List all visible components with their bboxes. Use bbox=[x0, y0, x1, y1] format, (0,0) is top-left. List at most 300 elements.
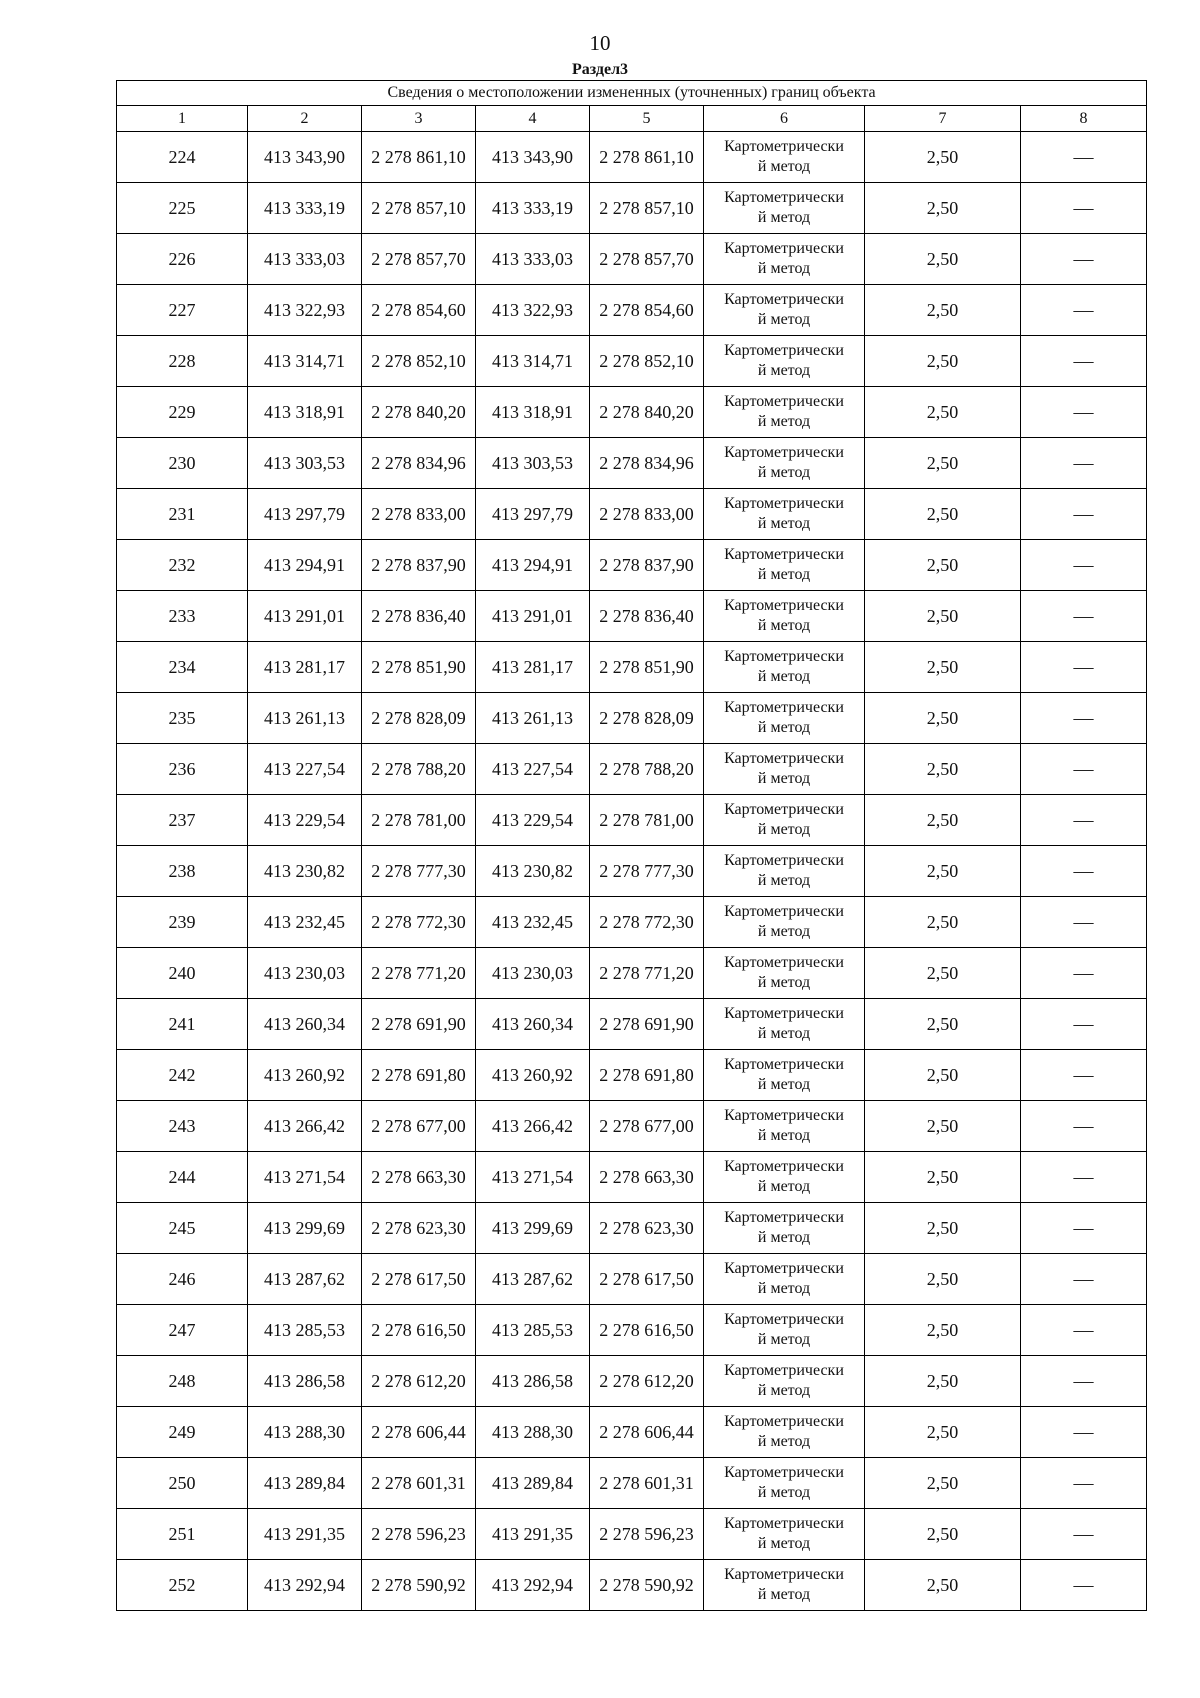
accuracy-cell: 2,50 bbox=[865, 1509, 1021, 1560]
method-line: й метод bbox=[757, 1586, 811, 1603]
table-row bbox=[117, 846, 1147, 897]
table-row bbox=[117, 1305, 1147, 1356]
y-new-cell: 2 278 857,10 bbox=[590, 183, 704, 234]
method-line: Картометрически bbox=[724, 1515, 844, 1532]
method-line: Картометрически bbox=[724, 546, 844, 563]
x-new-cell: 413 230,82 bbox=[476, 846, 590, 897]
accuracy-cell: 2,50 bbox=[865, 183, 1021, 234]
method-line: й метод bbox=[757, 770, 811, 787]
method-line: Картометрически bbox=[724, 1413, 844, 1430]
method-line: й метод bbox=[757, 158, 811, 175]
method-cell bbox=[704, 1050, 865, 1101]
table-body bbox=[117, 132, 1147, 1611]
y-new-cell: 2 278 781,00 bbox=[590, 795, 704, 846]
y-old-cell: 2 278 691,80 bbox=[362, 1050, 476, 1101]
method-line: Картометрически bbox=[724, 1311, 844, 1328]
accuracy-cell: 2,50 bbox=[865, 1101, 1021, 1152]
method-line: й метод bbox=[757, 1433, 811, 1450]
x-new-cell: 413 343,90 bbox=[476, 132, 590, 183]
method-line: Картометрически bbox=[724, 1209, 844, 1226]
method-cell bbox=[704, 1356, 865, 1407]
y-new-cell: 2 278 691,80 bbox=[590, 1050, 704, 1101]
y-new-cell: 2 278 836,40 bbox=[590, 591, 704, 642]
y-old-cell: 2 278 781,00 bbox=[362, 795, 476, 846]
table-row bbox=[117, 336, 1147, 387]
note-cell: — bbox=[1021, 846, 1147, 897]
method-line: Картометрически bbox=[724, 954, 844, 971]
method-line: Картометрически bbox=[724, 138, 844, 155]
point-number-cell: 232 bbox=[117, 540, 248, 591]
table-row bbox=[117, 948, 1147, 999]
method-line: й метод bbox=[757, 413, 811, 430]
y-new-cell: 2 278 788,20 bbox=[590, 744, 704, 795]
method-line: Картометрически bbox=[724, 342, 844, 359]
x-new-cell: 413 322,93 bbox=[476, 285, 590, 336]
method-cell bbox=[704, 183, 865, 234]
note-cell: — bbox=[1021, 1356, 1147, 1407]
column-header: 5 bbox=[590, 106, 704, 132]
note-cell: — bbox=[1021, 642, 1147, 693]
method-line: й метод bbox=[757, 668, 811, 685]
method-cell bbox=[704, 1407, 865, 1458]
note-cell: — bbox=[1021, 438, 1147, 489]
table-row bbox=[117, 642, 1147, 693]
method-cell bbox=[704, 1101, 865, 1152]
x-new-cell: 413 260,92 bbox=[476, 1050, 590, 1101]
table-row bbox=[117, 1356, 1147, 1407]
y-old-cell: 2 278 691,90 bbox=[362, 999, 476, 1050]
note-cell: — bbox=[1021, 234, 1147, 285]
table-row bbox=[117, 285, 1147, 336]
x-new-cell: 413 229,54 bbox=[476, 795, 590, 846]
method-cell bbox=[704, 387, 865, 438]
coordinates-table bbox=[116, 80, 1147, 1611]
x-old-cell: 413 287,62 bbox=[248, 1254, 362, 1305]
method-cell bbox=[704, 1305, 865, 1356]
y-old-cell: 2 278 771,20 bbox=[362, 948, 476, 999]
y-old-cell: 2 278 852,10 bbox=[362, 336, 476, 387]
point-number-cell: 251 bbox=[117, 1509, 248, 1560]
note-cell: — bbox=[1021, 693, 1147, 744]
method-line: Картометрически bbox=[724, 648, 844, 665]
point-number-cell: 225 bbox=[117, 183, 248, 234]
method-line: Картометрически bbox=[724, 1056, 844, 1073]
point-number-cell: 235 bbox=[117, 693, 248, 744]
x-old-cell: 413 343,90 bbox=[248, 132, 362, 183]
accuracy-cell: 2,50 bbox=[865, 948, 1021, 999]
table-caption: Сведения о местоположении измененных (уточненных) границ объекта bbox=[117, 81, 1147, 106]
method-cell bbox=[704, 897, 865, 948]
method-line: Картометрически bbox=[724, 1158, 844, 1175]
x-old-cell: 413 291,01 bbox=[248, 591, 362, 642]
x-old-cell: 413 271,54 bbox=[248, 1152, 362, 1203]
point-number-cell: 229 bbox=[117, 387, 248, 438]
y-old-cell: 2 278 663,30 bbox=[362, 1152, 476, 1203]
x-new-cell: 413 232,45 bbox=[476, 897, 590, 948]
x-new-cell: 413 285,53 bbox=[476, 1305, 590, 1356]
point-number-cell: 245 bbox=[117, 1203, 248, 1254]
accuracy-cell: 2,50 bbox=[865, 285, 1021, 336]
y-new-cell: 2 278 777,30 bbox=[590, 846, 704, 897]
point-number-cell: 236 bbox=[117, 744, 248, 795]
column-header: 7 bbox=[865, 106, 1021, 132]
x-old-cell: 413 299,69 bbox=[248, 1203, 362, 1254]
accuracy-cell: 2,50 bbox=[865, 489, 1021, 540]
x-old-cell: 413 229,54 bbox=[248, 795, 362, 846]
y-new-cell: 2 278 616,50 bbox=[590, 1305, 704, 1356]
method-cell bbox=[704, 1560, 865, 1611]
x-new-cell: 413 291,01 bbox=[476, 591, 590, 642]
method-line: Картометрически bbox=[724, 240, 844, 257]
method-line: Картометрически bbox=[724, 1566, 844, 1583]
note-cell: — bbox=[1021, 744, 1147, 795]
method-line: й метод bbox=[757, 1127, 811, 1144]
note-cell: — bbox=[1021, 1458, 1147, 1509]
point-number-cell: 240 bbox=[117, 948, 248, 999]
table-row bbox=[117, 744, 1147, 795]
x-old-cell: 413 333,19 bbox=[248, 183, 362, 234]
y-new-cell: 2 278 617,50 bbox=[590, 1254, 704, 1305]
note-cell: — bbox=[1021, 795, 1147, 846]
accuracy-cell: 2,50 bbox=[865, 387, 1021, 438]
x-old-cell: 413 297,79 bbox=[248, 489, 362, 540]
y-new-cell: 2 278 857,70 bbox=[590, 234, 704, 285]
point-number-cell: 230 bbox=[117, 438, 248, 489]
method-cell bbox=[704, 744, 865, 795]
note-cell: — bbox=[1021, 1560, 1147, 1611]
y-new-cell: 2 278 677,00 bbox=[590, 1101, 704, 1152]
y-old-cell: 2 278 612,20 bbox=[362, 1356, 476, 1407]
x-old-cell: 413 232,45 bbox=[248, 897, 362, 948]
y-old-cell: 2 278 606,44 bbox=[362, 1407, 476, 1458]
method-line: й метод bbox=[757, 1076, 811, 1093]
table-row bbox=[117, 183, 1147, 234]
accuracy-cell: 2,50 bbox=[865, 693, 1021, 744]
x-old-cell: 413 322,93 bbox=[248, 285, 362, 336]
column-header: 4 bbox=[476, 106, 590, 132]
accuracy-cell: 2,50 bbox=[865, 591, 1021, 642]
point-number-cell: 244 bbox=[117, 1152, 248, 1203]
x-new-cell: 413 266,42 bbox=[476, 1101, 590, 1152]
x-old-cell: 413 294,91 bbox=[248, 540, 362, 591]
method-line: й метод bbox=[757, 209, 811, 226]
method-line: Картометрически bbox=[724, 1107, 844, 1124]
note-cell: — bbox=[1021, 132, 1147, 183]
method-cell bbox=[704, 1203, 865, 1254]
column-header: 1 bbox=[117, 106, 248, 132]
note-cell: — bbox=[1021, 387, 1147, 438]
column-header: 8 bbox=[1021, 106, 1147, 132]
x-old-cell: 413 285,53 bbox=[248, 1305, 362, 1356]
point-number-cell: 234 bbox=[117, 642, 248, 693]
table-row bbox=[117, 132, 1147, 183]
y-old-cell: 2 278 851,90 bbox=[362, 642, 476, 693]
note-cell: — bbox=[1021, 1254, 1147, 1305]
y-new-cell: 2 278 612,20 bbox=[590, 1356, 704, 1407]
y-new-cell: 2 278 606,44 bbox=[590, 1407, 704, 1458]
point-number-cell: 247 bbox=[117, 1305, 248, 1356]
column-header: 2 bbox=[248, 106, 362, 132]
point-number-cell: 237 bbox=[117, 795, 248, 846]
table-row bbox=[117, 387, 1147, 438]
accuracy-cell: 2,50 bbox=[865, 1152, 1021, 1203]
method-line: й метод bbox=[757, 617, 811, 634]
x-old-cell: 413 289,84 bbox=[248, 1458, 362, 1509]
note-cell: — bbox=[1021, 336, 1147, 387]
method-cell bbox=[704, 693, 865, 744]
table-row bbox=[117, 1050, 1147, 1101]
y-old-cell: 2 278 861,10 bbox=[362, 132, 476, 183]
y-new-cell: 2 278 691,90 bbox=[590, 999, 704, 1050]
y-old-cell: 2 278 596,23 bbox=[362, 1509, 476, 1560]
y-old-cell: 2 278 772,30 bbox=[362, 897, 476, 948]
method-cell bbox=[704, 642, 865, 693]
method-cell bbox=[704, 948, 865, 999]
table-row bbox=[117, 234, 1147, 285]
y-old-cell: 2 278 617,50 bbox=[362, 1254, 476, 1305]
x-new-cell: 413 314,71 bbox=[476, 336, 590, 387]
table-row bbox=[117, 897, 1147, 948]
y-old-cell: 2 278 616,50 bbox=[362, 1305, 476, 1356]
note-cell: — bbox=[1021, 1305, 1147, 1356]
column-number-row bbox=[117, 106, 1147, 132]
method-line: й метод bbox=[757, 1178, 811, 1195]
table-row bbox=[117, 1509, 1147, 1560]
x-old-cell: 413 292,94 bbox=[248, 1560, 362, 1611]
table-row bbox=[117, 1560, 1147, 1611]
method-line: Картометрически bbox=[724, 1362, 844, 1379]
table-row bbox=[117, 1101, 1147, 1152]
y-new-cell: 2 278 771,20 bbox=[590, 948, 704, 999]
x-new-cell: 413 292,94 bbox=[476, 1560, 590, 1611]
table-row bbox=[117, 1254, 1147, 1305]
accuracy-cell: 2,50 bbox=[865, 642, 1021, 693]
point-number-cell: 242 bbox=[117, 1050, 248, 1101]
y-old-cell: 2 278 788,20 bbox=[362, 744, 476, 795]
table-row bbox=[117, 591, 1147, 642]
method-line: Картометрически bbox=[724, 1260, 844, 1277]
x-old-cell: 413 230,03 bbox=[248, 948, 362, 999]
point-number-cell: 224 bbox=[117, 132, 248, 183]
point-number-cell: 250 bbox=[117, 1458, 248, 1509]
method-line: Картометрически bbox=[724, 291, 844, 308]
accuracy-cell: 2,50 bbox=[865, 999, 1021, 1050]
method-line: й метод bbox=[757, 1280, 811, 1297]
y-new-cell: 2 278 623,30 bbox=[590, 1203, 704, 1254]
note-cell: — bbox=[1021, 591, 1147, 642]
point-number-cell: 231 bbox=[117, 489, 248, 540]
y-old-cell: 2 278 836,40 bbox=[362, 591, 476, 642]
x-old-cell: 413 260,92 bbox=[248, 1050, 362, 1101]
x-new-cell: 413 318,91 bbox=[476, 387, 590, 438]
x-new-cell: 413 291,35 bbox=[476, 1509, 590, 1560]
accuracy-cell: 2,50 bbox=[865, 795, 1021, 846]
x-new-cell: 413 289,84 bbox=[476, 1458, 590, 1509]
accuracy-cell: 2,50 bbox=[865, 1305, 1021, 1356]
x-new-cell: 413 281,17 bbox=[476, 642, 590, 693]
method-line: й метод bbox=[757, 719, 811, 736]
method-line: й метод bbox=[757, 1025, 811, 1042]
x-old-cell: 413 260,34 bbox=[248, 999, 362, 1050]
point-number-cell: 228 bbox=[117, 336, 248, 387]
accuracy-cell: 2,50 bbox=[865, 1356, 1021, 1407]
note-cell: — bbox=[1021, 1152, 1147, 1203]
point-number-cell: 239 bbox=[117, 897, 248, 948]
method-cell bbox=[704, 234, 865, 285]
note-cell: — bbox=[1021, 897, 1147, 948]
method-line: Картометрически bbox=[724, 393, 844, 410]
table-row bbox=[117, 540, 1147, 591]
x-new-cell: 413 294,91 bbox=[476, 540, 590, 591]
table-row bbox=[117, 795, 1147, 846]
x-old-cell: 413 261,13 bbox=[248, 693, 362, 744]
method-line: й метод bbox=[757, 821, 811, 838]
y-old-cell: 2 278 828,09 bbox=[362, 693, 476, 744]
point-number-cell: 238 bbox=[117, 846, 248, 897]
y-new-cell: 2 278 828,09 bbox=[590, 693, 704, 744]
y-old-cell: 2 278 590,92 bbox=[362, 1560, 476, 1611]
method-line: Картометрически bbox=[724, 444, 844, 461]
x-new-cell: 413 287,62 bbox=[476, 1254, 590, 1305]
x-new-cell: 413 286,58 bbox=[476, 1356, 590, 1407]
method-line: й метод bbox=[757, 260, 811, 277]
y-old-cell: 2 278 833,00 bbox=[362, 489, 476, 540]
point-number-cell: 246 bbox=[117, 1254, 248, 1305]
accuracy-cell: 2,50 bbox=[865, 846, 1021, 897]
table-row bbox=[117, 999, 1147, 1050]
y-old-cell: 2 278 677,00 bbox=[362, 1101, 476, 1152]
method-cell bbox=[704, 1458, 865, 1509]
table-row bbox=[117, 1203, 1147, 1254]
note-cell: — bbox=[1021, 1050, 1147, 1101]
x-old-cell: 413 303,53 bbox=[248, 438, 362, 489]
accuracy-cell: 2,50 bbox=[865, 438, 1021, 489]
y-new-cell: 2 278 852,10 bbox=[590, 336, 704, 387]
x-old-cell: 413 281,17 bbox=[248, 642, 362, 693]
y-new-cell: 2 278 840,20 bbox=[590, 387, 704, 438]
note-cell: — bbox=[1021, 999, 1147, 1050]
method-line: Картометрически bbox=[724, 189, 844, 206]
y-old-cell: 2 278 857,10 bbox=[362, 183, 476, 234]
method-line: й метод bbox=[757, 362, 811, 379]
method-line: Картометрически bbox=[724, 1464, 844, 1481]
table-row bbox=[117, 438, 1147, 489]
accuracy-cell: 2,50 bbox=[865, 132, 1021, 183]
y-new-cell: 2 278 596,23 bbox=[590, 1509, 704, 1560]
method-cell bbox=[704, 1254, 865, 1305]
method-line: й метод bbox=[757, 923, 811, 940]
page-number: 10 bbox=[589, 31, 611, 55]
method-line: й метод bbox=[757, 974, 811, 991]
method-cell bbox=[704, 540, 865, 591]
method-cell bbox=[704, 795, 865, 846]
x-new-cell: 413 260,34 bbox=[476, 999, 590, 1050]
point-number-cell: 226 bbox=[117, 234, 248, 285]
method-line: Картометрически bbox=[724, 801, 844, 818]
method-cell bbox=[704, 1509, 865, 1560]
x-new-cell: 413 297,79 bbox=[476, 489, 590, 540]
y-old-cell: 2 278 854,60 bbox=[362, 285, 476, 336]
note-cell: — bbox=[1021, 489, 1147, 540]
point-number-cell: 241 bbox=[117, 999, 248, 1050]
x-old-cell: 413 227,54 bbox=[248, 744, 362, 795]
x-new-cell: 413 299,69 bbox=[476, 1203, 590, 1254]
method-line: й метод bbox=[757, 1331, 811, 1348]
x-old-cell: 413 266,42 bbox=[248, 1101, 362, 1152]
point-number-cell: 243 bbox=[117, 1101, 248, 1152]
method-cell bbox=[704, 285, 865, 336]
x-new-cell: 413 333,19 bbox=[476, 183, 590, 234]
accuracy-cell: 2,50 bbox=[865, 1458, 1021, 1509]
column-header: 3 bbox=[362, 106, 476, 132]
method-cell bbox=[704, 489, 865, 540]
y-old-cell: 2 278 601,31 bbox=[362, 1458, 476, 1509]
point-number-cell: 227 bbox=[117, 285, 248, 336]
method-cell bbox=[704, 1152, 865, 1203]
method-cell bbox=[704, 438, 865, 489]
method-line: й метод bbox=[757, 872, 811, 889]
accuracy-cell: 2,50 bbox=[865, 540, 1021, 591]
method-line: Картометрически bbox=[724, 852, 844, 869]
x-old-cell: 413 288,30 bbox=[248, 1407, 362, 1458]
note-cell: — bbox=[1021, 948, 1147, 999]
note-cell: — bbox=[1021, 1101, 1147, 1152]
y-old-cell: 2 278 857,70 bbox=[362, 234, 476, 285]
accuracy-cell: 2,50 bbox=[865, 897, 1021, 948]
accuracy-cell: 2,50 bbox=[865, 1407, 1021, 1458]
method-line: й метод bbox=[757, 1484, 811, 1501]
method-line: й метод bbox=[757, 515, 811, 532]
method-cell bbox=[704, 132, 865, 183]
method-line: Картометрически bbox=[724, 495, 844, 512]
table-row bbox=[117, 693, 1147, 744]
note-cell: — bbox=[1021, 1203, 1147, 1254]
x-old-cell: 413 291,35 bbox=[248, 1509, 362, 1560]
y-new-cell: 2 278 851,90 bbox=[590, 642, 704, 693]
y-new-cell: 2 278 837,90 bbox=[590, 540, 704, 591]
table-row bbox=[117, 1407, 1147, 1458]
method-line: й метод bbox=[757, 1229, 811, 1246]
accuracy-cell: 2,50 bbox=[865, 1203, 1021, 1254]
accuracy-cell: 2,50 bbox=[865, 1050, 1021, 1101]
note-cell: — bbox=[1021, 285, 1147, 336]
x-old-cell: 413 318,91 bbox=[248, 387, 362, 438]
method-cell bbox=[704, 336, 865, 387]
accuracy-cell: 2,50 bbox=[865, 234, 1021, 285]
method-line: Картометрически bbox=[724, 699, 844, 716]
method-cell bbox=[704, 591, 865, 642]
table-row bbox=[117, 489, 1147, 540]
method-cell bbox=[704, 846, 865, 897]
point-number-cell: 233 bbox=[117, 591, 248, 642]
y-new-cell: 2 278 834,96 bbox=[590, 438, 704, 489]
method-line: й метод bbox=[757, 1382, 811, 1399]
accuracy-cell: 2,50 bbox=[865, 1254, 1021, 1305]
x-new-cell: 413 288,30 bbox=[476, 1407, 590, 1458]
method-line: й метод bbox=[757, 1535, 811, 1552]
y-new-cell: 2 278 590,92 bbox=[590, 1560, 704, 1611]
x-new-cell: 413 227,54 bbox=[476, 744, 590, 795]
y-old-cell: 2 278 777,30 bbox=[362, 846, 476, 897]
table-row bbox=[117, 1152, 1147, 1203]
y-old-cell: 2 278 834,96 bbox=[362, 438, 476, 489]
y-old-cell: 2 278 623,30 bbox=[362, 1203, 476, 1254]
x-new-cell: 413 303,53 bbox=[476, 438, 590, 489]
table-row bbox=[117, 1458, 1147, 1509]
y-new-cell: 2 278 833,00 bbox=[590, 489, 704, 540]
note-cell: — bbox=[1021, 1407, 1147, 1458]
y-new-cell: 2 278 854,60 bbox=[590, 285, 704, 336]
